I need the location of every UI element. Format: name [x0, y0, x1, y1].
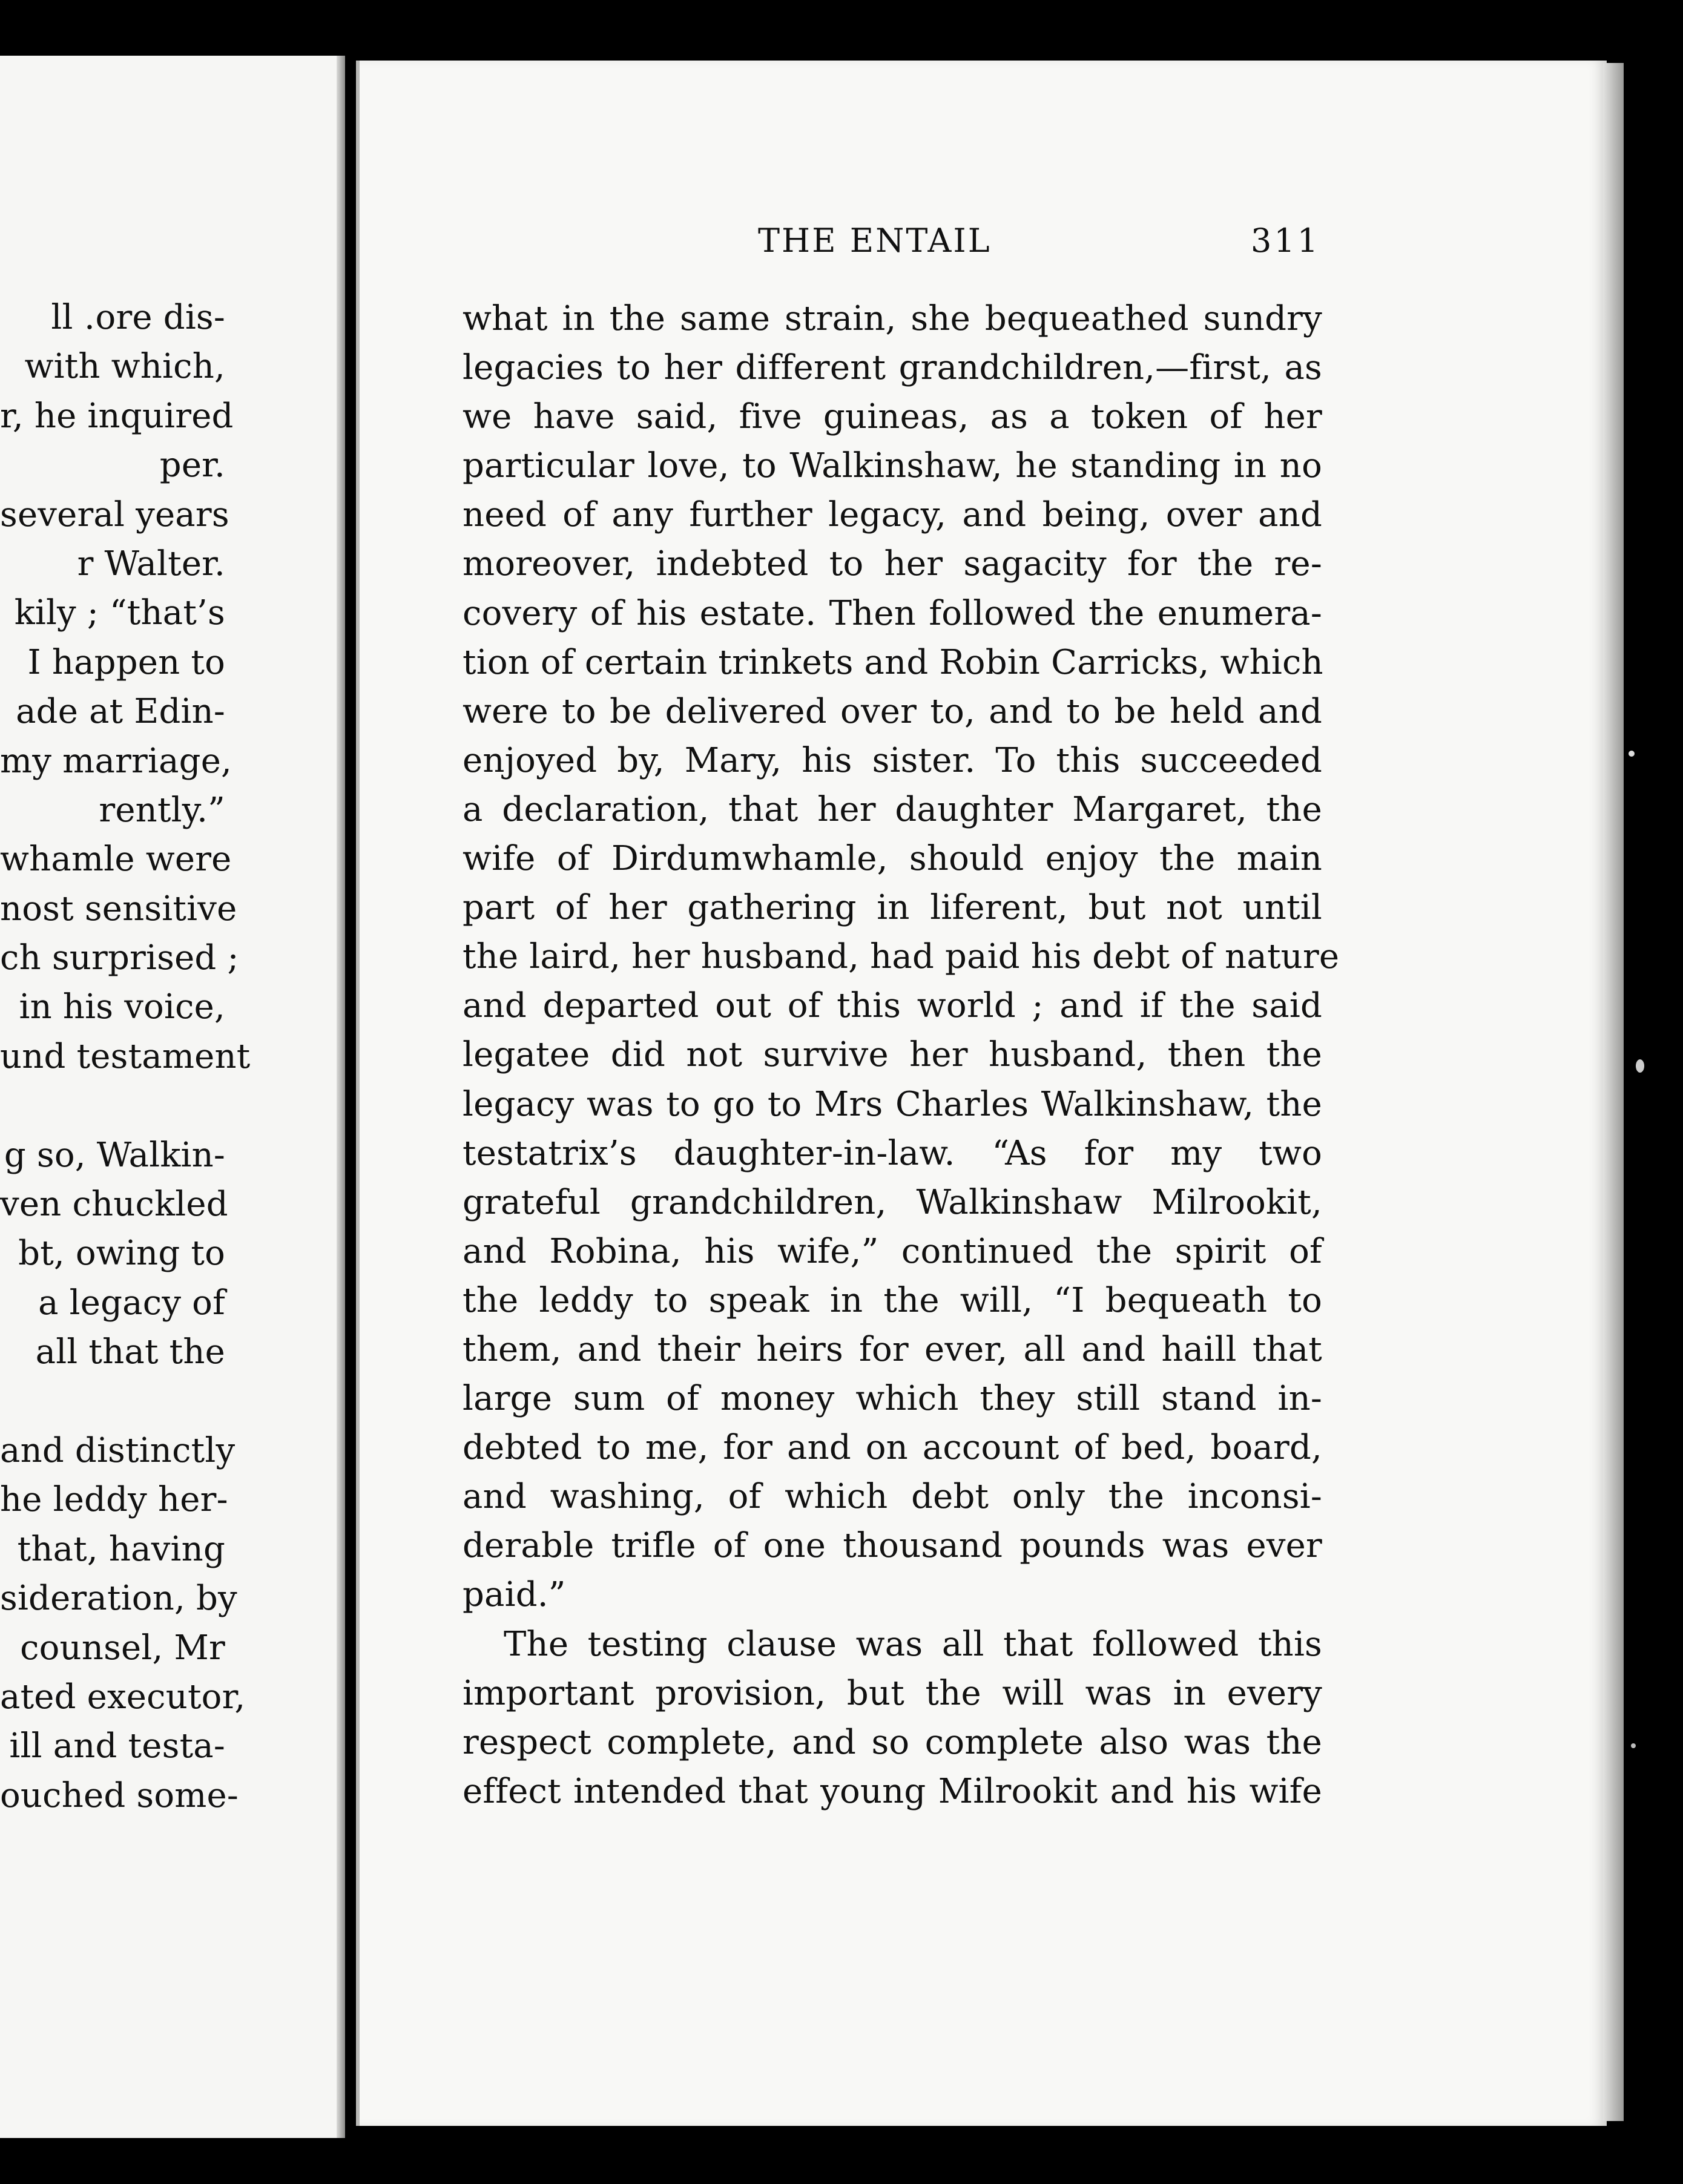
left-text-line: kily ; “that’s [14, 593, 225, 633]
left-text-line: r, he inquired [0, 396, 234, 436]
text-line: them, and their heirs for ever, all and haill that [463, 1329, 1322, 1369]
text-line: tion of certain trinkets and Robin Carricks, which [463, 642, 1323, 682]
left-page-text [0, 293, 251, 1820]
text-line: and washing, of which debt only the inconsi- [463, 1477, 1322, 1517]
left-text-line: ade at Edin- [16, 692, 225, 732]
left-text-line: a legacy of [38, 1283, 225, 1323]
left-text-line: whamle were [0, 840, 232, 880]
left-text-line: ch surprised ; [0, 938, 239, 978]
left-facing-page [0, 56, 345, 2138]
text-line: The testing clause was all that followed this [504, 1624, 1322, 1664]
text-line: effect intended that young Milrookit and his wife [463, 1771, 1322, 1811]
text-line: enjoyed by, Mary, his sister. To this succeeded [463, 740, 1322, 780]
text-line: large sum of money which they still stand in- [463, 1379, 1322, 1419]
page-body-text [463, 294, 1340, 1816]
scan-speck [1629, 751, 1635, 757]
left-text-line: per. [159, 446, 225, 485]
left-text-line: rently.” [99, 790, 225, 830]
left-text-line: g so, Walkin- [4, 1135, 225, 1175]
left-text-line: nost sensitive [0, 889, 237, 929]
text-line: what in the same strain, she bequeathed sundry [463, 299, 1322, 338]
text-line: we have said, five guineas, as a token of her [463, 397, 1322, 437]
scan-speck [1631, 1743, 1636, 1748]
gutter-shadow [337, 56, 345, 2138]
page-edge-shadow [1603, 63, 1624, 2121]
text-line: legatee did not survive her husband, then the [463, 1035, 1322, 1075]
text-line: grateful grandchildren, Walkinshaw Milrookit, [463, 1182, 1322, 1222]
text-line: and departed out of this world ; and if the said [463, 986, 1322, 1026]
text-line: part of her gathering in liferent, but not until [463, 888, 1322, 928]
left-text-line: ll ․ore dis- [51, 298, 225, 337]
running-head: THE ENTAIL [758, 222, 992, 260]
left-text-line: several years [0, 495, 229, 534]
text-line: legacies to her different grandchildren,—first, as [463, 348, 1322, 388]
left-text-line: I happen to [27, 642, 225, 682]
left-text-line: bt, owing to [18, 1234, 225, 1274]
left-text-line: he leddy her- [0, 1480, 228, 1520]
left-text-line: r Walter. [77, 544, 225, 584]
text-line: a declaration, that her daughter Margaret, the [463, 789, 1322, 829]
left-text-line: all that the [35, 1332, 225, 1372]
text-line: were to be delivered over to, and to be held and [463, 691, 1322, 731]
text-line: need of any further legacy, and being, over and [463, 495, 1322, 535]
left-text-line: ill and testa- [9, 1726, 225, 1766]
text-line: derable trifle of one thousand pounds was ever [463, 1526, 1322, 1566]
left-text-line: sideration, by [0, 1579, 237, 1619]
text-line: the leddy to speak in the will, “I bequeath to [463, 1280, 1322, 1320]
page-number: 311 [1251, 222, 1321, 260]
text-line: debted to me, for and on account of bed, board, [463, 1428, 1322, 1468]
text-line: moreover, indebted to her sagacity for the re- [463, 544, 1322, 584]
left-text-line: in his voice, [19, 987, 225, 1027]
text-line: respect complete, and so complete also was the [463, 1722, 1322, 1762]
left-paragraph-gap [0, 1377, 225, 1426]
scan-speck [1636, 1059, 1644, 1073]
text-line: covery of his estate. Then followed the enumera- [463, 593, 1322, 633]
text-line: the laird, her husband, had paid his debt of nature [463, 937, 1340, 977]
left-text-line: that, having [17, 1529, 225, 1569]
left-text-line: ven chuckled [0, 1185, 228, 1225]
text-line: testatrix’s daughter-in-law. “As for my two [463, 1133, 1322, 1173]
left-text-line: ouched some- [0, 1775, 239, 1815]
left-text-line: counsel, Mr [20, 1628, 225, 1668]
text-line: wife of Dirdumwhamle, should enjoy the main [463, 839, 1322, 879]
text-line: important provision, but the will was in every [463, 1673, 1322, 1713]
text-line: legacy was to go to Mrs Charles Walkinshaw, the [463, 1084, 1322, 1124]
text-line: particular love, to Walkinshaw, he standing in no [463, 446, 1322, 486]
text-line: paid.” [463, 1575, 566, 1615]
left-paragraph-gap [0, 1081, 225, 1130]
text-line: and Robina, his wife,” continued the spirit of [463, 1231, 1322, 1271]
left-text-line: und testament [0, 1036, 251, 1076]
left-text-line: with which, [24, 347, 225, 387]
left-text-line: my marriage, [0, 741, 232, 781]
left-text-line: ated executor, [0, 1677, 246, 1717]
left-text-line: and distinctly [0, 1430, 235, 1470]
